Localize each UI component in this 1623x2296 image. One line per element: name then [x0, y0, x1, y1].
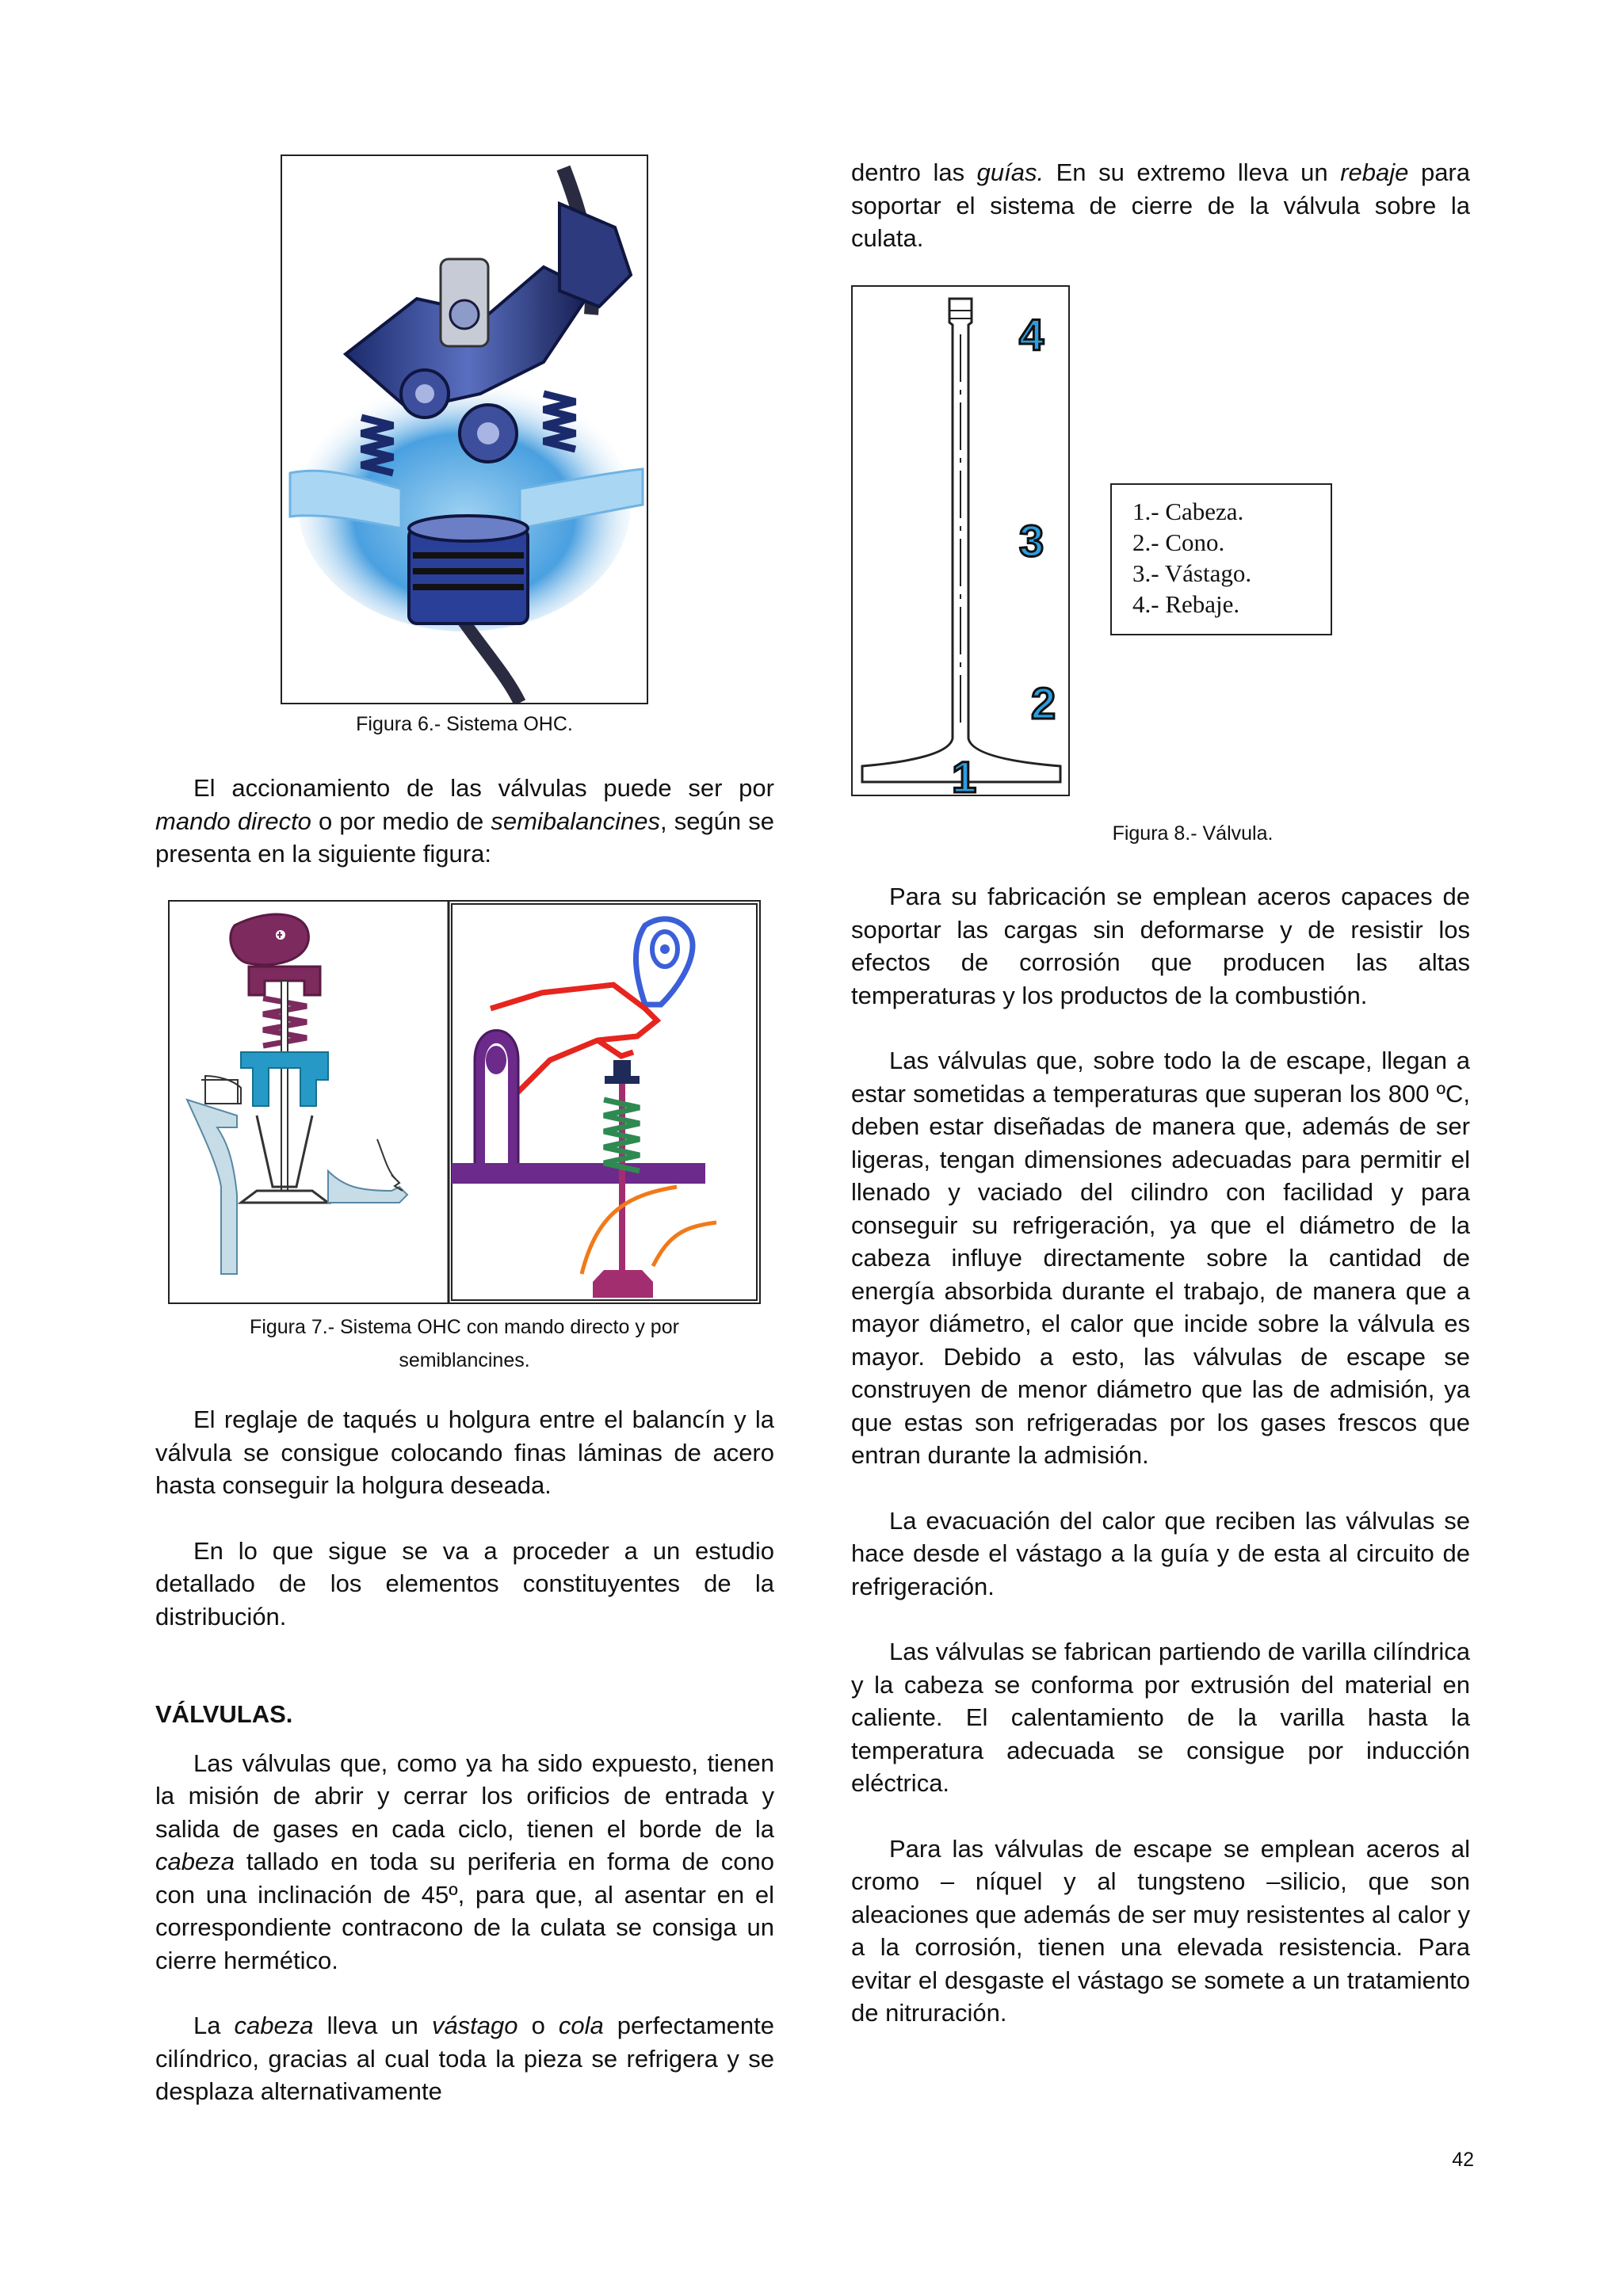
left-column-lower [155, 1403, 774, 2108]
emphasis: guías. [976, 158, 1044, 186]
emphasis: cola [558, 2012, 604, 2039]
paragraph-valve-stem [155, 2009, 774, 2108]
figure-7-frame [168, 900, 761, 1304]
emphasis: cabeza [155, 1848, 235, 1875]
emphasis: cabeza [234, 2012, 314, 2039]
paragraph-guides-continuation [851, 156, 1470, 255]
paragraph-extrusion: Las válvulas se fabrican partiendo de varilla cilíndrica y la cabeza se conforma por extrusión del material en caliente. El calentamiento de la varilla hasta la temperatura adecuada se consigue por inducción eléctrica. [851, 1638, 1470, 1797]
text: El accionamiento de las válvulas puede ser por [193, 774, 774, 802]
emphasis: semibalancines [491, 807, 660, 835]
ohc-system-illustration [282, 156, 647, 703]
ohc-direct-and-semirocker-diagram [170, 902, 759, 1302]
callout-1: 1 [952, 752, 977, 795]
figure-6-frame [281, 154, 648, 704]
paragraph-exhaust-temperature: Las válvulas que, sobre todo la de escape, llegan a estar sometidas a temperaturas que superan los 800 ºC, deben estar diseñadas de manera que, además de ser ligeras, tengan dimensiones adecuadas para permitir el llenado y vaciado del cilindro con facilidad y para conseguir su refrigeración, ya que el diámetro de la cabeza influye directamente sobre la cantidad de energía absorbida durante el trabajo, de manera que a mayor diámetro, el calor que incide sobre la válvula es mayor. Debido a esto, las válvulas de escape se construyen de menor diámetro que las de admisión, ya que estas son refrigeradas por los gases frescos que entran durante la admisión. [851, 1047, 1470, 1469]
right-column-upper [851, 156, 1470, 255]
valve-diagram [853, 287, 1068, 795]
callout-4: 4 [1019, 310, 1044, 360]
paragraph-tappet-clearance: El reglaje de taqués u holgura entre el balancín y la válvula se consigue colocando finas láminas de acero hasta conseguir la holgura deseada. [155, 1405, 774, 1499]
paragraph-manufacturing-steel: Para su fabricación se emplean aceros capaces de soportar las cargas sin deformarse y de resistir los efectos de corrosión que producen las altas temperaturas y los productos de la combustión. [851, 883, 1470, 1009]
text: perfectamente cilíndrico, gracias al cual toda la pieza se refrigera y se desplaza alternativamente [155, 2012, 774, 2105]
left-column-upper [155, 772, 774, 871]
paragraph-study-intro: En lo que sigue se va a proceder a un estudio detallado de los elementos constituyentes de la distribución. [155, 1536, 774, 1630]
figure-8-caption: Figura 8.- Válvula. [1112, 822, 1274, 845]
page-number: 42 [1452, 2149, 1474, 2171]
valve-parts-legend [1110, 483, 1332, 635]
emphasis: mando directo [155, 807, 311, 835]
caption-line-1: Figura 7.- Sistema OHC con mando directo y por [250, 1316, 679, 1338]
text: lleva un [313, 2012, 432, 2039]
paragraph-heat-evacuation: La evacuación del calor que reciben las válvulas se hace desde el vástago a la guía y de esta al circuito de refrigeración. [851, 1506, 1470, 1600]
emphasis: vástago [431, 2012, 518, 2039]
emphasis: rebaje [1340, 158, 1409, 186]
paragraph-valve-function [155, 1747, 774, 1978]
text: o por medio de [311, 807, 491, 835]
legend-item: 4.- Rebaje. [1132, 590, 1240, 618]
callout-3: 3 [1019, 516, 1044, 566]
legend-item: 1.- Cabeza. [1132, 498, 1244, 525]
text: tallado en toda su periferia en forma de cono con una inclinación de 45º, para que, al asentar en el correspondiente contracono de la culata se consiga un cierre hermético. [155, 1848, 774, 1974]
right-column-lower [851, 880, 1470, 2030]
caption-line-2: semiblancines. [399, 1349, 530, 1371]
text: En su extremo lleva un [1044, 158, 1341, 186]
text: Las válvulas que, como ya ha sido expuesto, tienen la misión de abrir y cerrar los orificios de entrada y salida de gases en cada ciclo, tienen el borde de la [155, 1749, 774, 1843]
legend-item: 2.- Cono. [1132, 528, 1225, 556]
figure-6-caption: Figura 6.- Sistema OHC. [356, 713, 573, 735]
figure-8-frame [851, 285, 1070, 796]
text: La [193, 2012, 235, 2039]
text: o [517, 2012, 559, 2039]
paragraph-actuation [155, 772, 774, 871]
section-heading-valves: VÁLVULAS. [155, 1700, 293, 1728]
callout-2: 2 [1031, 678, 1056, 728]
text: dentro las [851, 158, 977, 186]
legend-item: 3.- Vástago. [1132, 559, 1252, 587]
figure-7-caption [168, 1310, 761, 1377]
paragraph-exhaust-alloys: Para las válvulas de escape se emplean aceros al cromo – níquel y al tungsteno –silicio, que son aleaciones que además de ser muy resistentes al calor y a la corrosión, tienen una elevada resistencia. Para evitar el desgaste el vástago se somete a un tratamiento de nitruración. [851, 1834, 1470, 2027]
text: para soportar el sistema de cierre de la válvula sobre la culata. [851, 158, 1470, 252]
text: , según se presenta en la siguiente figura: [155, 807, 774, 868]
